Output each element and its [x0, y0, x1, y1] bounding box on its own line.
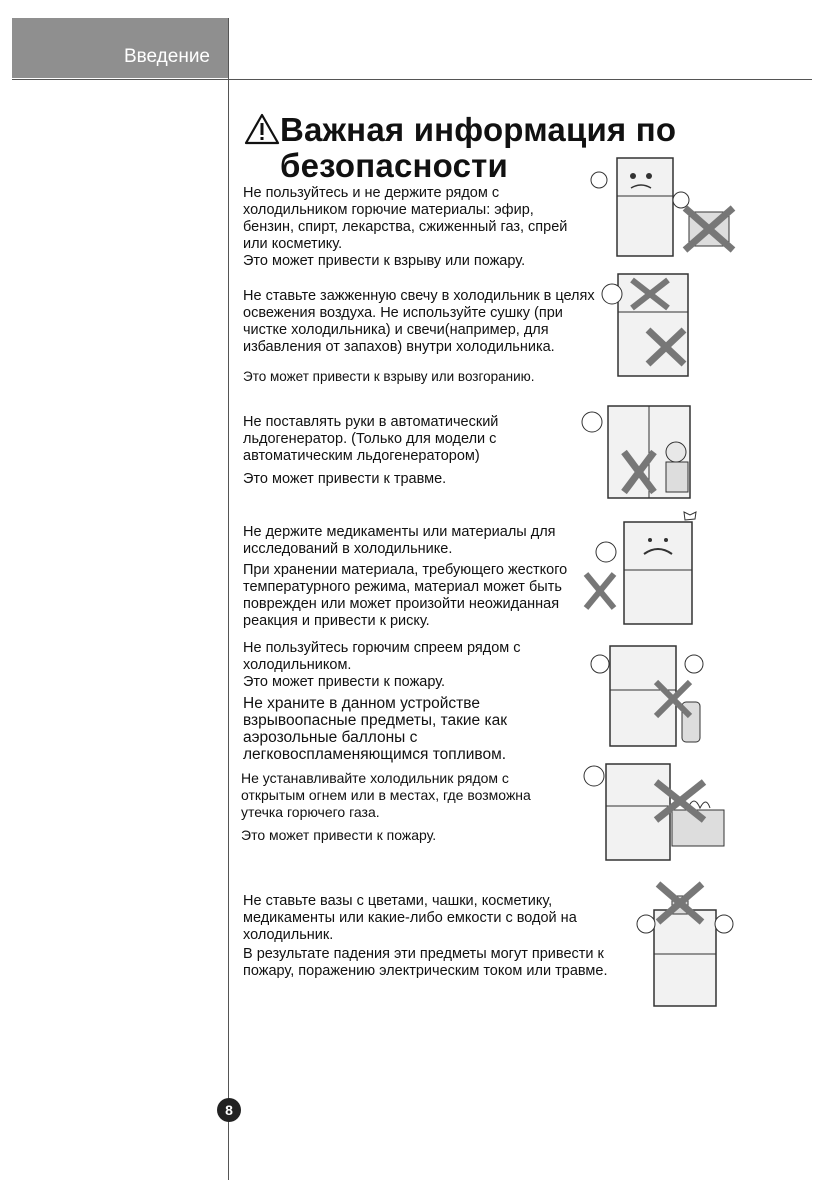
safety-item-open-fire [241, 770, 561, 844]
safety-item-spray [243, 640, 563, 763]
item-consequence: Это может привести к взрыву или возгоранию. [243, 369, 535, 384]
section-label: Введение [123, 46, 210, 67]
fridge-flammables-illustration [585, 150, 745, 262]
safety-item-medicines [243, 524, 583, 630]
header-rule [12, 79, 812, 80]
fridge-candle-illustration [598, 264, 698, 380]
item-consequence: При хранении материала, требующего жесткого температурного режима, материал может быть поврежден или может произойти неожиданная реакция и привести к риску. [243, 562, 568, 629]
margin-rule [228, 18, 229, 1180]
item-text: Не ставьте зажженную свечу в холодильник в целях освежения воздуха. Не используйте сушку (при чистке холодильника) и свечи(например, для избавления от запахов) внутри холодильника. [243, 288, 595, 355]
item-consequence: Это может привести к пожару. [243, 674, 446, 690]
fridge-vases-illustration [636, 880, 736, 1010]
page-number: 8 [217, 1098, 241, 1122]
fridge-icemaker-illustration [578, 402, 702, 500]
item-consequence: Это может привести к взрыву или пожару. [243, 253, 526, 269]
item-text: Не пользуйтесь и не держите рядом с холодильником горючие материалы: эфир, бензин, спирт, лекарства, сжиженный газ, спрей или косметику. [243, 185, 568, 252]
fridge-medicines-illustration [580, 508, 704, 626]
title-line-1: Важная информация по [280, 111, 677, 148]
fridge-open-fire-illustration [576, 758, 726, 862]
item-consequence: Это может привести к пожару. [241, 827, 437, 843]
title-line-2: безопасности [280, 147, 508, 184]
item-text: Не пользуйтесь горючим спреем рядом с холодильником. [243, 640, 521, 673]
item-consequence: Это может привести к травме. [243, 471, 447, 487]
item-text: Не ставьте вазы с цветами, чашки, косметику, медикаменты или какие-либо емкости с водой на холодильник. [243, 893, 577, 943]
item-extra: Не храните в данном устройстве взрывоопасные предметы, такие как аэрозольные баллоны с легковоспламеняющимся топливом. [243, 695, 508, 763]
item-text: Не устанавливайте холодильник рядом с открытым огнем или в местах, где возможна утечка горючего газа. [241, 770, 531, 820]
fridge-spray-illustration [590, 640, 710, 748]
safety-item-icemaker [243, 414, 543, 488]
safety-item-flammables [243, 185, 588, 270]
item-text: Не поставлять руки в автоматический льдогенератор. (Только для модели с автоматическим льдогенератором) [243, 414, 499, 464]
section-tab [12, 18, 228, 78]
item-text: Не держите медикаменты или материалы для исследований в холодильнике. [243, 524, 556, 557]
item-consequence: В результате падения эти предметы могут привести к пожару, поражению электрическим током или травме. [243, 946, 608, 979]
safety-item-vases [243, 893, 628, 980]
warning-triangle-icon [244, 112, 280, 146]
safety-item-candle [243, 288, 603, 385]
